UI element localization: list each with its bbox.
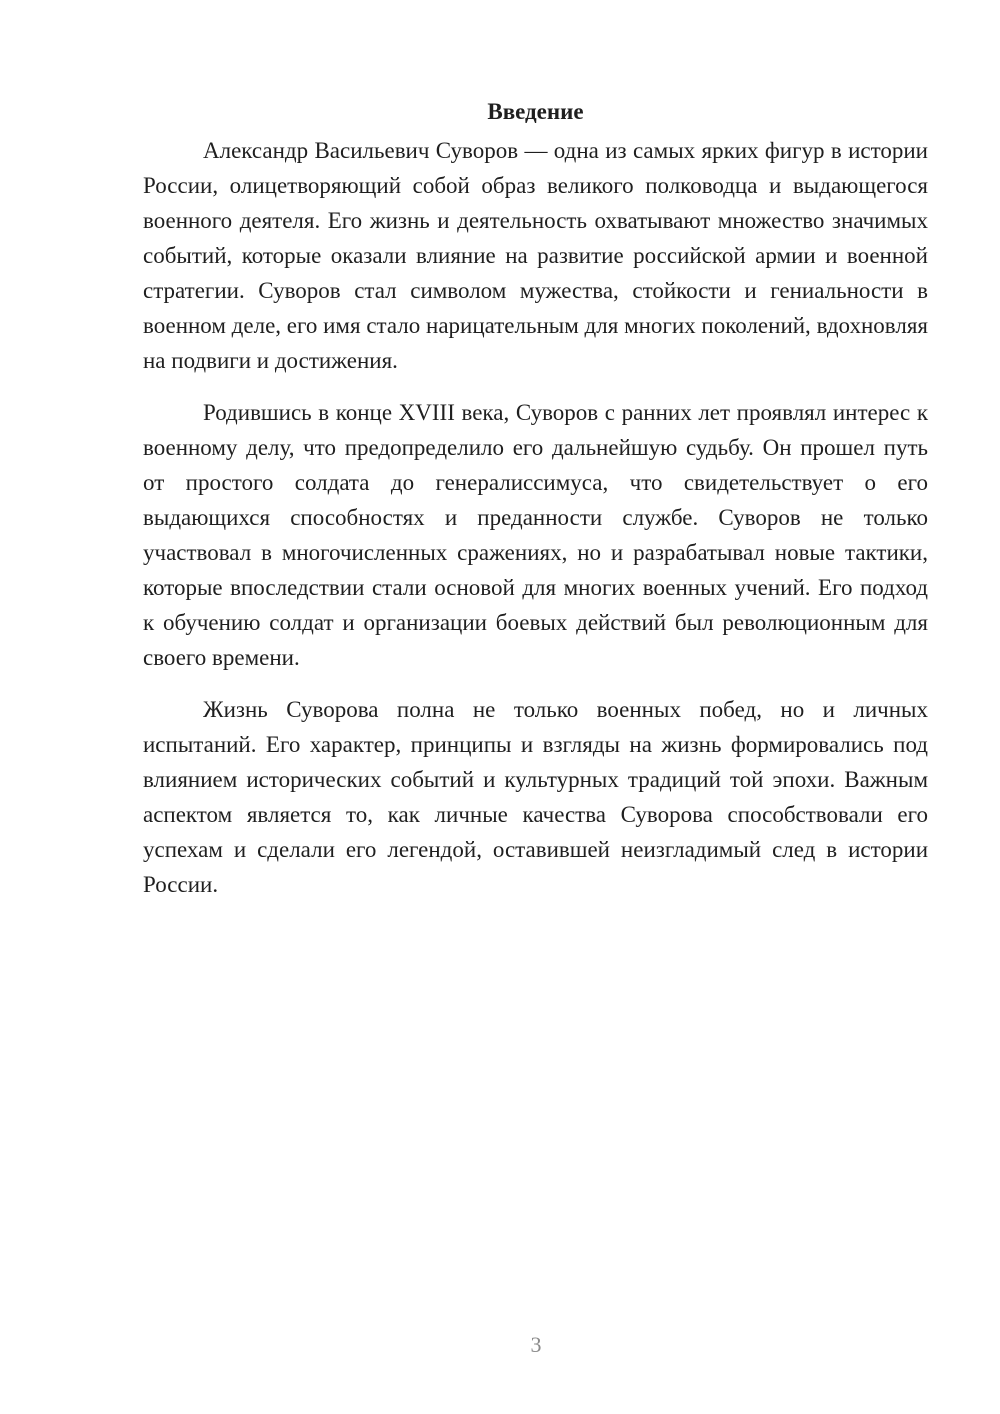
paragraph-3: Жизнь Суворова полна не только военных побед, но и личных испытаний. Его характер, принципы и взгляды на жизнь формировались под влиянием исторических событий и культурных традиций той эпохи. Важным аспектом является то, как личные качества Суворова способствовали его успехам и сделали его легендой, оставившей неизгладимый след в истории России. [143, 697, 928, 897]
paragraph-2: Родившись в конце XVIII века, Суворов с ранних лет проявлял интерес к военному делу, что предопределило его дальнейшую судьбу. Он прошел путь от простого солдата до генералиссимуса, что свидетельствует о его выдающихся способностях и преданности службе. Суворов не только участвовал в многочисленных сражениях, но и разрабатывал новые тактики, которые впоследствии стали основой для многих военных учений. Его подход к обучению солдат и организации боевых действий был революционным для своего времени. [143, 400, 928, 670]
page-content [143, 96, 928, 919]
section-title: Введение [487, 99, 584, 124]
page-number: 3 [530, 1332, 542, 1357]
paragraph-1: Александр Васильевич Суворов — одна из самых ярких фигур в истории России, олицетворяющий собой образ великого полководца и выдающегося военного деятеля. Его жизнь и деятельность охватывают множество значимых событий, которые оказали влияние на развитие российской армии и военной стратегии. Суворов стал символом мужества, стойкости и гениальности в военном деле, его имя стало нарицательным для многих поколений, вдохновляя на подвиги и достижения. [143, 138, 928, 373]
